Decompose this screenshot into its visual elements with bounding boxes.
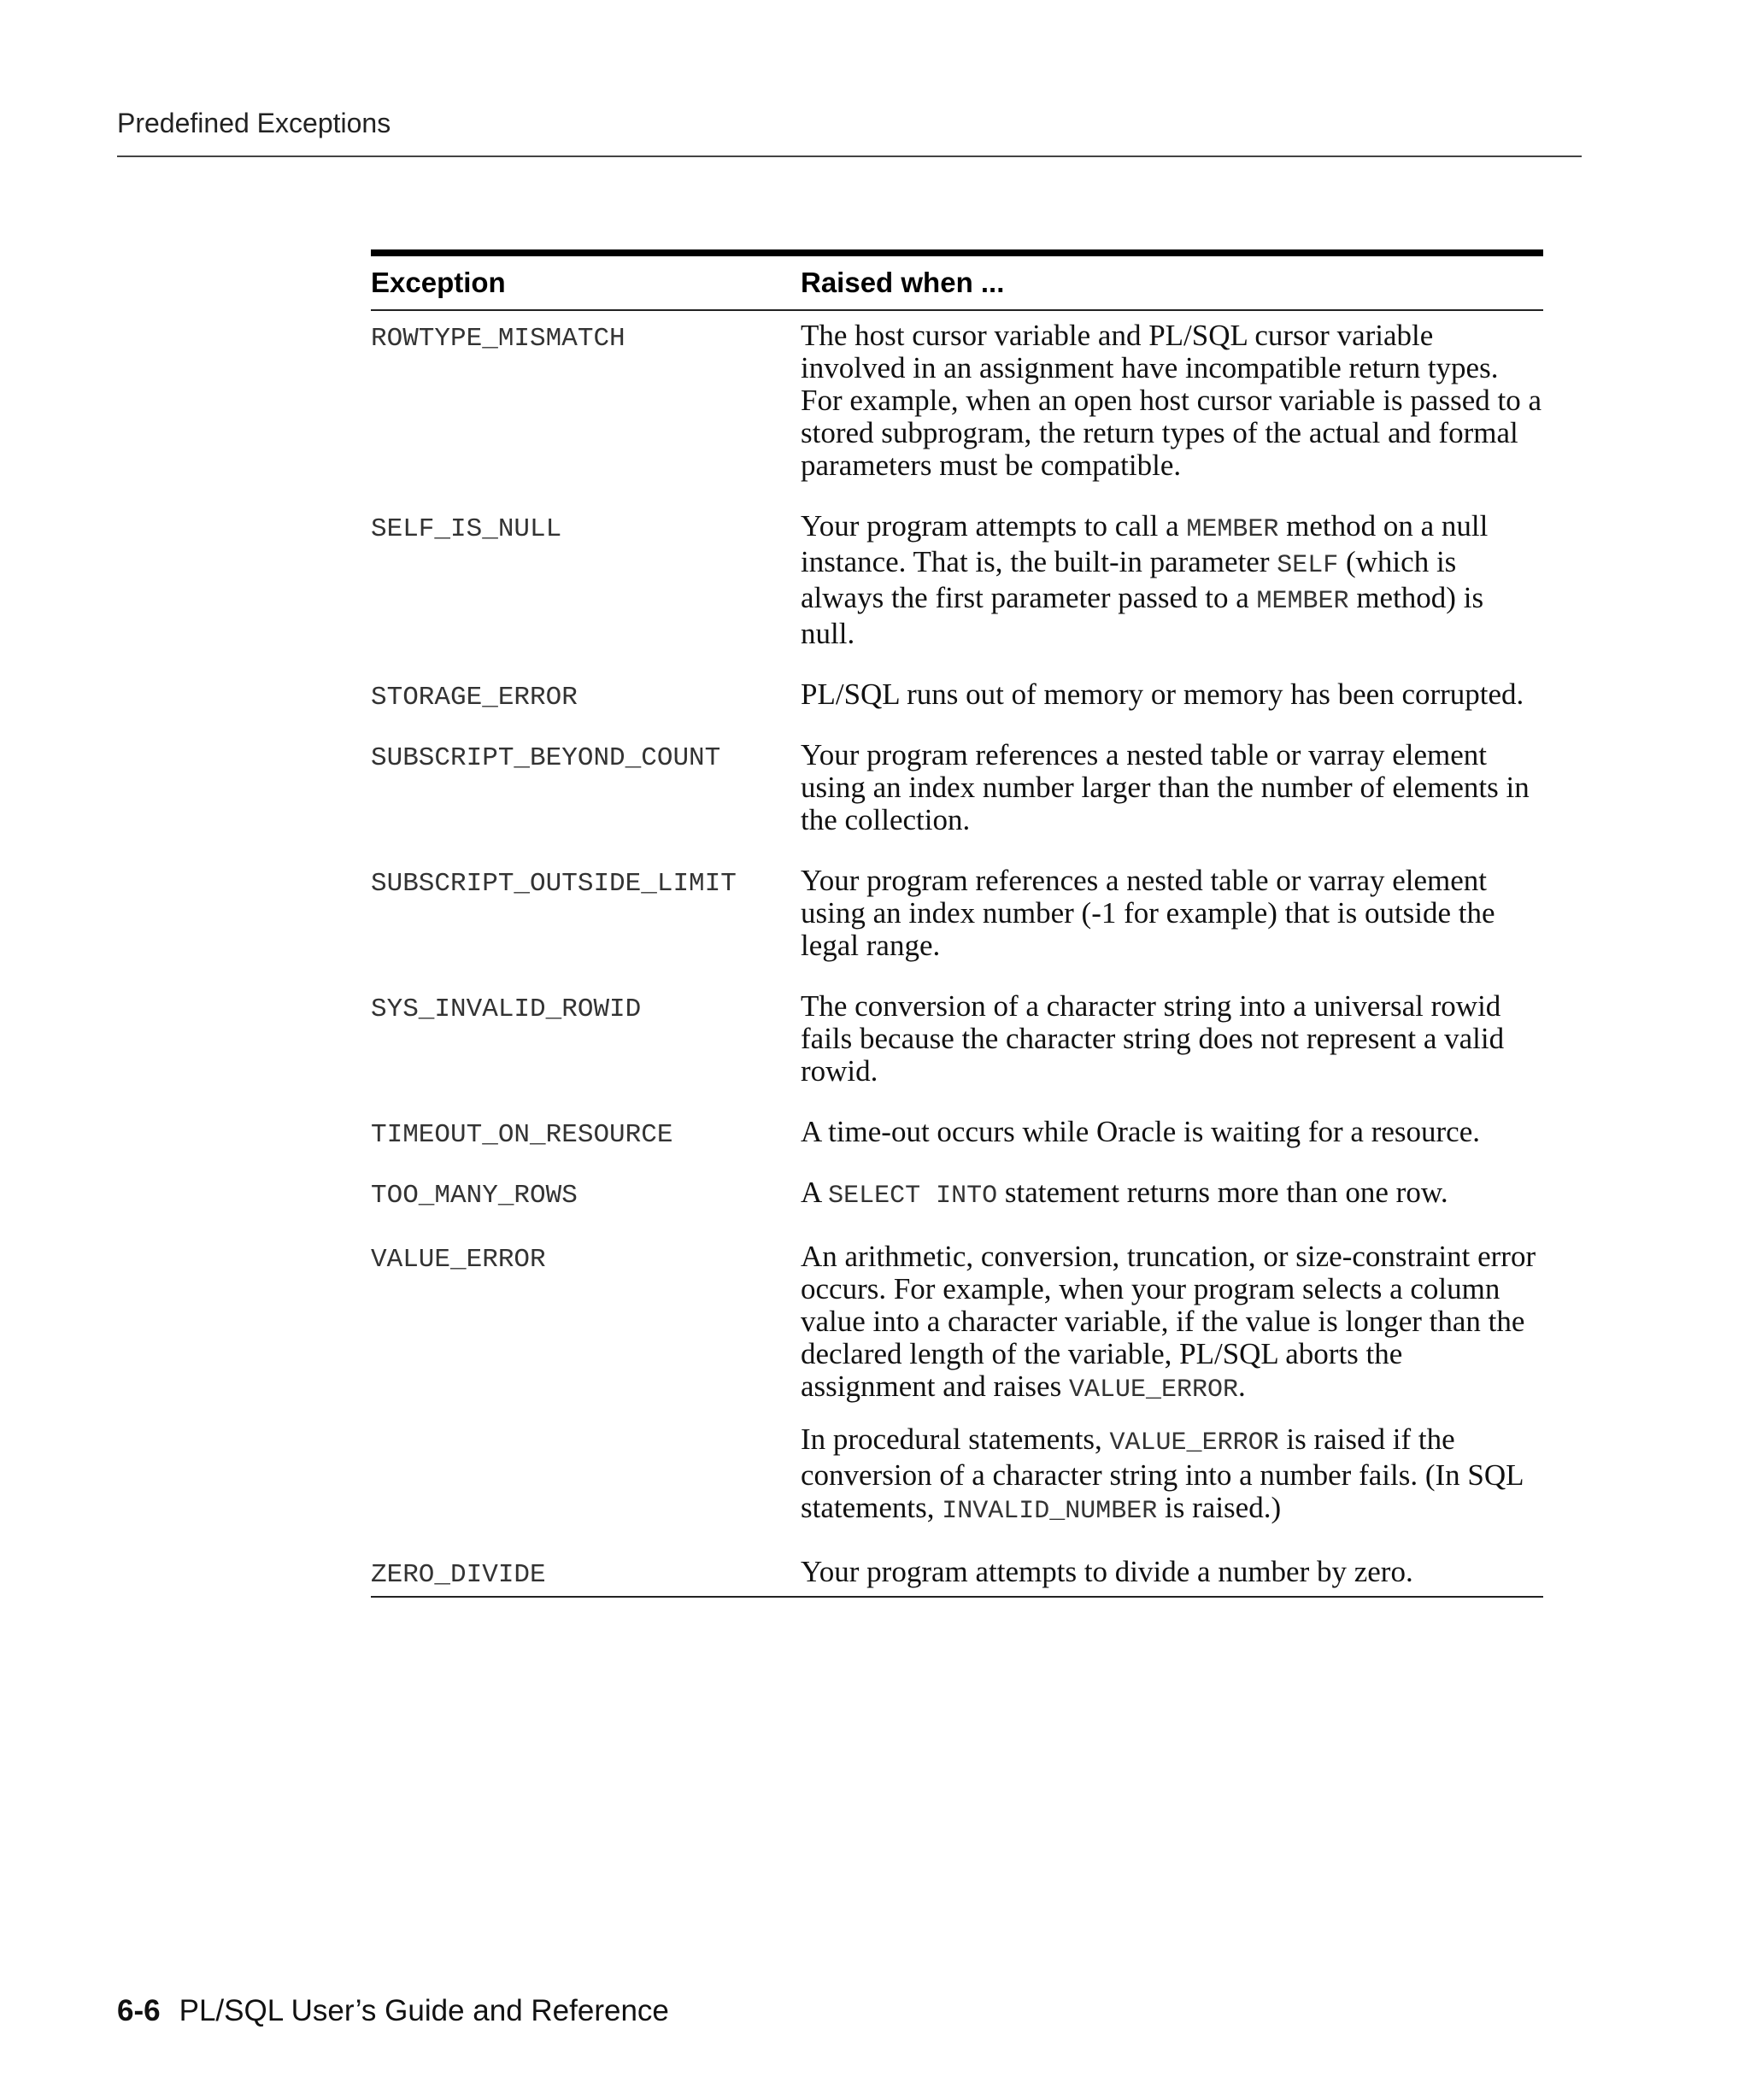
exception-description [801,1547,1543,1608]
exception-name: SYS_INVALID_ROWID [371,994,642,1024]
table-row [371,856,1543,982]
table-header-row [371,256,1543,310]
table-row [371,1107,1543,1168]
exception-name: SELF_IS_NULL [371,514,562,544]
inline-code: MEMBER [1256,587,1349,616]
exception-name: ROWTYPE_MISMATCH [371,324,625,354]
exception-description [801,670,1543,730]
exception-name: STORAGE_ERROR [371,683,578,713]
table-row [371,310,1543,502]
exception-name: SUBSCRIPT_BEYOND_COUNT [371,743,721,773]
column-header-exception: Exception [371,256,801,310]
description-text: statement returns more than one row. [997,1176,1448,1209]
exception-description [801,1168,1543,1232]
description-text: An arithmetic, conversion, truncation, or size-constraint error occurs. For example, when your program selects a column value into a character variable, if the value is longer than the declared length of the variable, PL/SQL aborts the assignment and raises [801,1240,1536,1403]
table-top-rule [371,249,1543,256]
table-row [371,1547,1543,1608]
description-text: method on a null instance. That is, the built-in parameter [801,509,1489,578]
description-text: A [801,1176,829,1209]
table-row [371,670,1543,730]
table-bottom-rule [371,1596,1543,1598]
description-text: . [1238,1370,1246,1403]
exception-name: SUBSCRIPT_OUTSIDE_LIMIT [371,869,737,899]
exception-name: VALUE_ERROR [371,1245,546,1275]
book-title: PL/SQL User’s Guide and Reference [179,1994,669,2027]
description-text: The conversion of a character string into a universal rowid fails because the character string does not represent a valid rowid. [801,989,1505,1088]
description-paragraph [801,1423,1543,1528]
exception-name: ZERO_DIVIDE [371,1560,546,1590]
exception-description [801,730,1543,856]
description-paragraph [801,678,1543,711]
description-paragraph [801,990,1543,1088]
description-text: PL/SQL runs out of memory or memory has been corrupted. [801,678,1524,711]
table-row [371,502,1543,670]
description-text: The host cursor variable and PL/SQL cursor variable involved in an assignment have incompatible return types. For example, when an open host cursor variable is passed to a stored subprogram, the return types of the actual and formal parameters must be compatible. [801,319,1542,482]
inline-code: VALUE_ERROR [1068,1376,1239,1405]
inline-code: MEMBER [1186,515,1279,544]
exception-description [801,310,1543,502]
description-text: method) is null. [801,581,1484,650]
description-paragraph [801,1176,1543,1212]
description-text: In procedural statements, [801,1422,1110,1456]
exceptions-table [371,249,1543,1598]
table-row [371,1232,1543,1547]
description-paragraph [801,865,1543,962]
inline-code: VALUE_ERROR [1109,1428,1279,1458]
table-row [371,730,1543,856]
description-paragraph [801,320,1543,482]
exception-description [801,502,1543,670]
description-text: Your program attempts to call a [801,509,1187,543]
description-text: A time-out occurs while Oracle is waiting for a resource. [801,1115,1481,1148]
table-row [371,1168,1543,1232]
page-number: 6-6 [117,1994,161,2027]
description-text: Your program attempts to divide a number by zero. [801,1555,1413,1588]
page-footer [117,1994,669,2028]
inline-code: INVALID_NUMBER [942,1497,1158,1526]
description-text: is raised if the conversion of a character string into a number fails. (In SQL statements, [801,1422,1524,1524]
description-paragraph [801,510,1543,650]
description-paragraph [801,1116,1543,1148]
inline-code: SELECT INTO [828,1182,998,1211]
description-text: Your program references a nested table or varray element using an index number larger than the number of elements in the collection. [801,738,1530,836]
description-paragraph [801,1241,1543,1406]
exception-description [801,982,1543,1107]
exception-name: TIMEOUT_ON_RESOURCE [371,1120,673,1150]
description-text: is raised.) [1157,1491,1282,1524]
exception-description [801,856,1543,982]
column-header-raised-when: Raised when ... [801,256,1543,310]
exception-name: TOO_MANY_ROWS [371,1181,578,1211]
running-header: Predefined Exceptions [117,108,391,138]
description-text: (which is always the first parameter passed to a [801,545,1457,614]
description-paragraph [801,739,1543,836]
exception-description [801,1107,1543,1168]
description-text: Your program references a nested table or varray element using an index number (-1 for example) that is outside the legal range. [801,864,1495,962]
description-paragraph [801,1556,1543,1588]
inline-code: SELF [1277,551,1339,580]
exception-description [801,1232,1543,1547]
table-row [371,982,1543,1107]
header-rule [117,155,1582,157]
